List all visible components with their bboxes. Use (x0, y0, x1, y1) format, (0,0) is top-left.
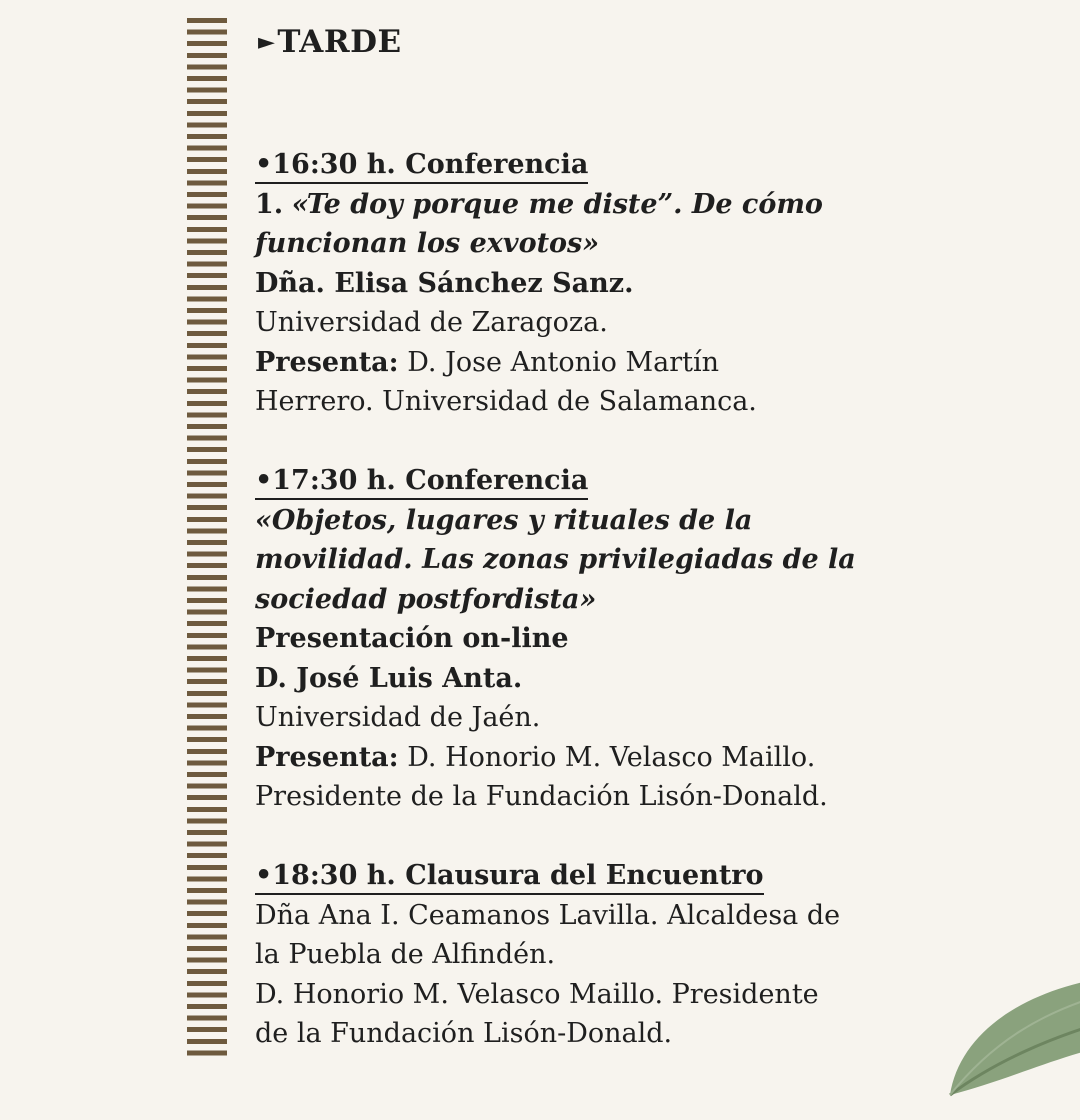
session-time: •16:30 h. Conferencia (255, 148, 588, 184)
speaker-name: Dña. Elisa Sánchez Sanz. (255, 267, 634, 299)
session-title: 1. «Te doy porque me diste”. De cómo (255, 188, 823, 220)
presenter-cont: Herrero. Universidad de Salamanca. (255, 386, 757, 417)
presentation-mode: Presentación on-line (255, 623, 569, 654)
speaker-name: D. José Luis Anta. (255, 662, 523, 694)
closing-line: de la Fundación Lisón-Donald. (255, 1018, 673, 1049)
leaf-illustration (920, 920, 1080, 1120)
section-heading (258, 24, 402, 60)
session-time: •18:30 h. Clausura del Encuentro (255, 859, 764, 895)
closing-line: D. Honorio M. Velasco Maillo. Presidente (255, 978, 819, 1010)
session-time: •17:30 h. Conferencia (255, 464, 588, 500)
presenter: Presenta: D. Jose Antonio Martín (255, 346, 719, 378)
presenter: Presenta: D. Honorio M. Velasco Maillo. (255, 741, 816, 773)
triangle-icon: ► (258, 29, 276, 55)
closing-line: la Puebla de Alfindén. (255, 939, 556, 970)
decorative-stripe-border (187, 18, 227, 1058)
session-1 (255, 145, 823, 422)
speaker-affiliation: Universidad de Zaragoza. (255, 307, 608, 338)
session-title-cont: sociedad postfordista» (255, 583, 597, 615)
session-title-cont: movilidad. Las zonas privilegiadas de la (255, 544, 856, 575)
session-2 (255, 461, 856, 817)
session-title: «Objetos, lugares y rituales de la (255, 504, 753, 536)
speaker-affiliation: Universidad de Jaén. (255, 702, 541, 733)
session-3 (255, 856, 840, 1054)
heading-title: TARDE (277, 24, 402, 60)
presenter-cont: Presidente de la Fundación Lisón-Donald. (255, 781, 828, 812)
session-title-cont: funcionan los exvotos» (255, 228, 600, 259)
closing-line: Dña Ana I. Ceamanos Lavilla. Alcaldesa de (255, 899, 841, 931)
